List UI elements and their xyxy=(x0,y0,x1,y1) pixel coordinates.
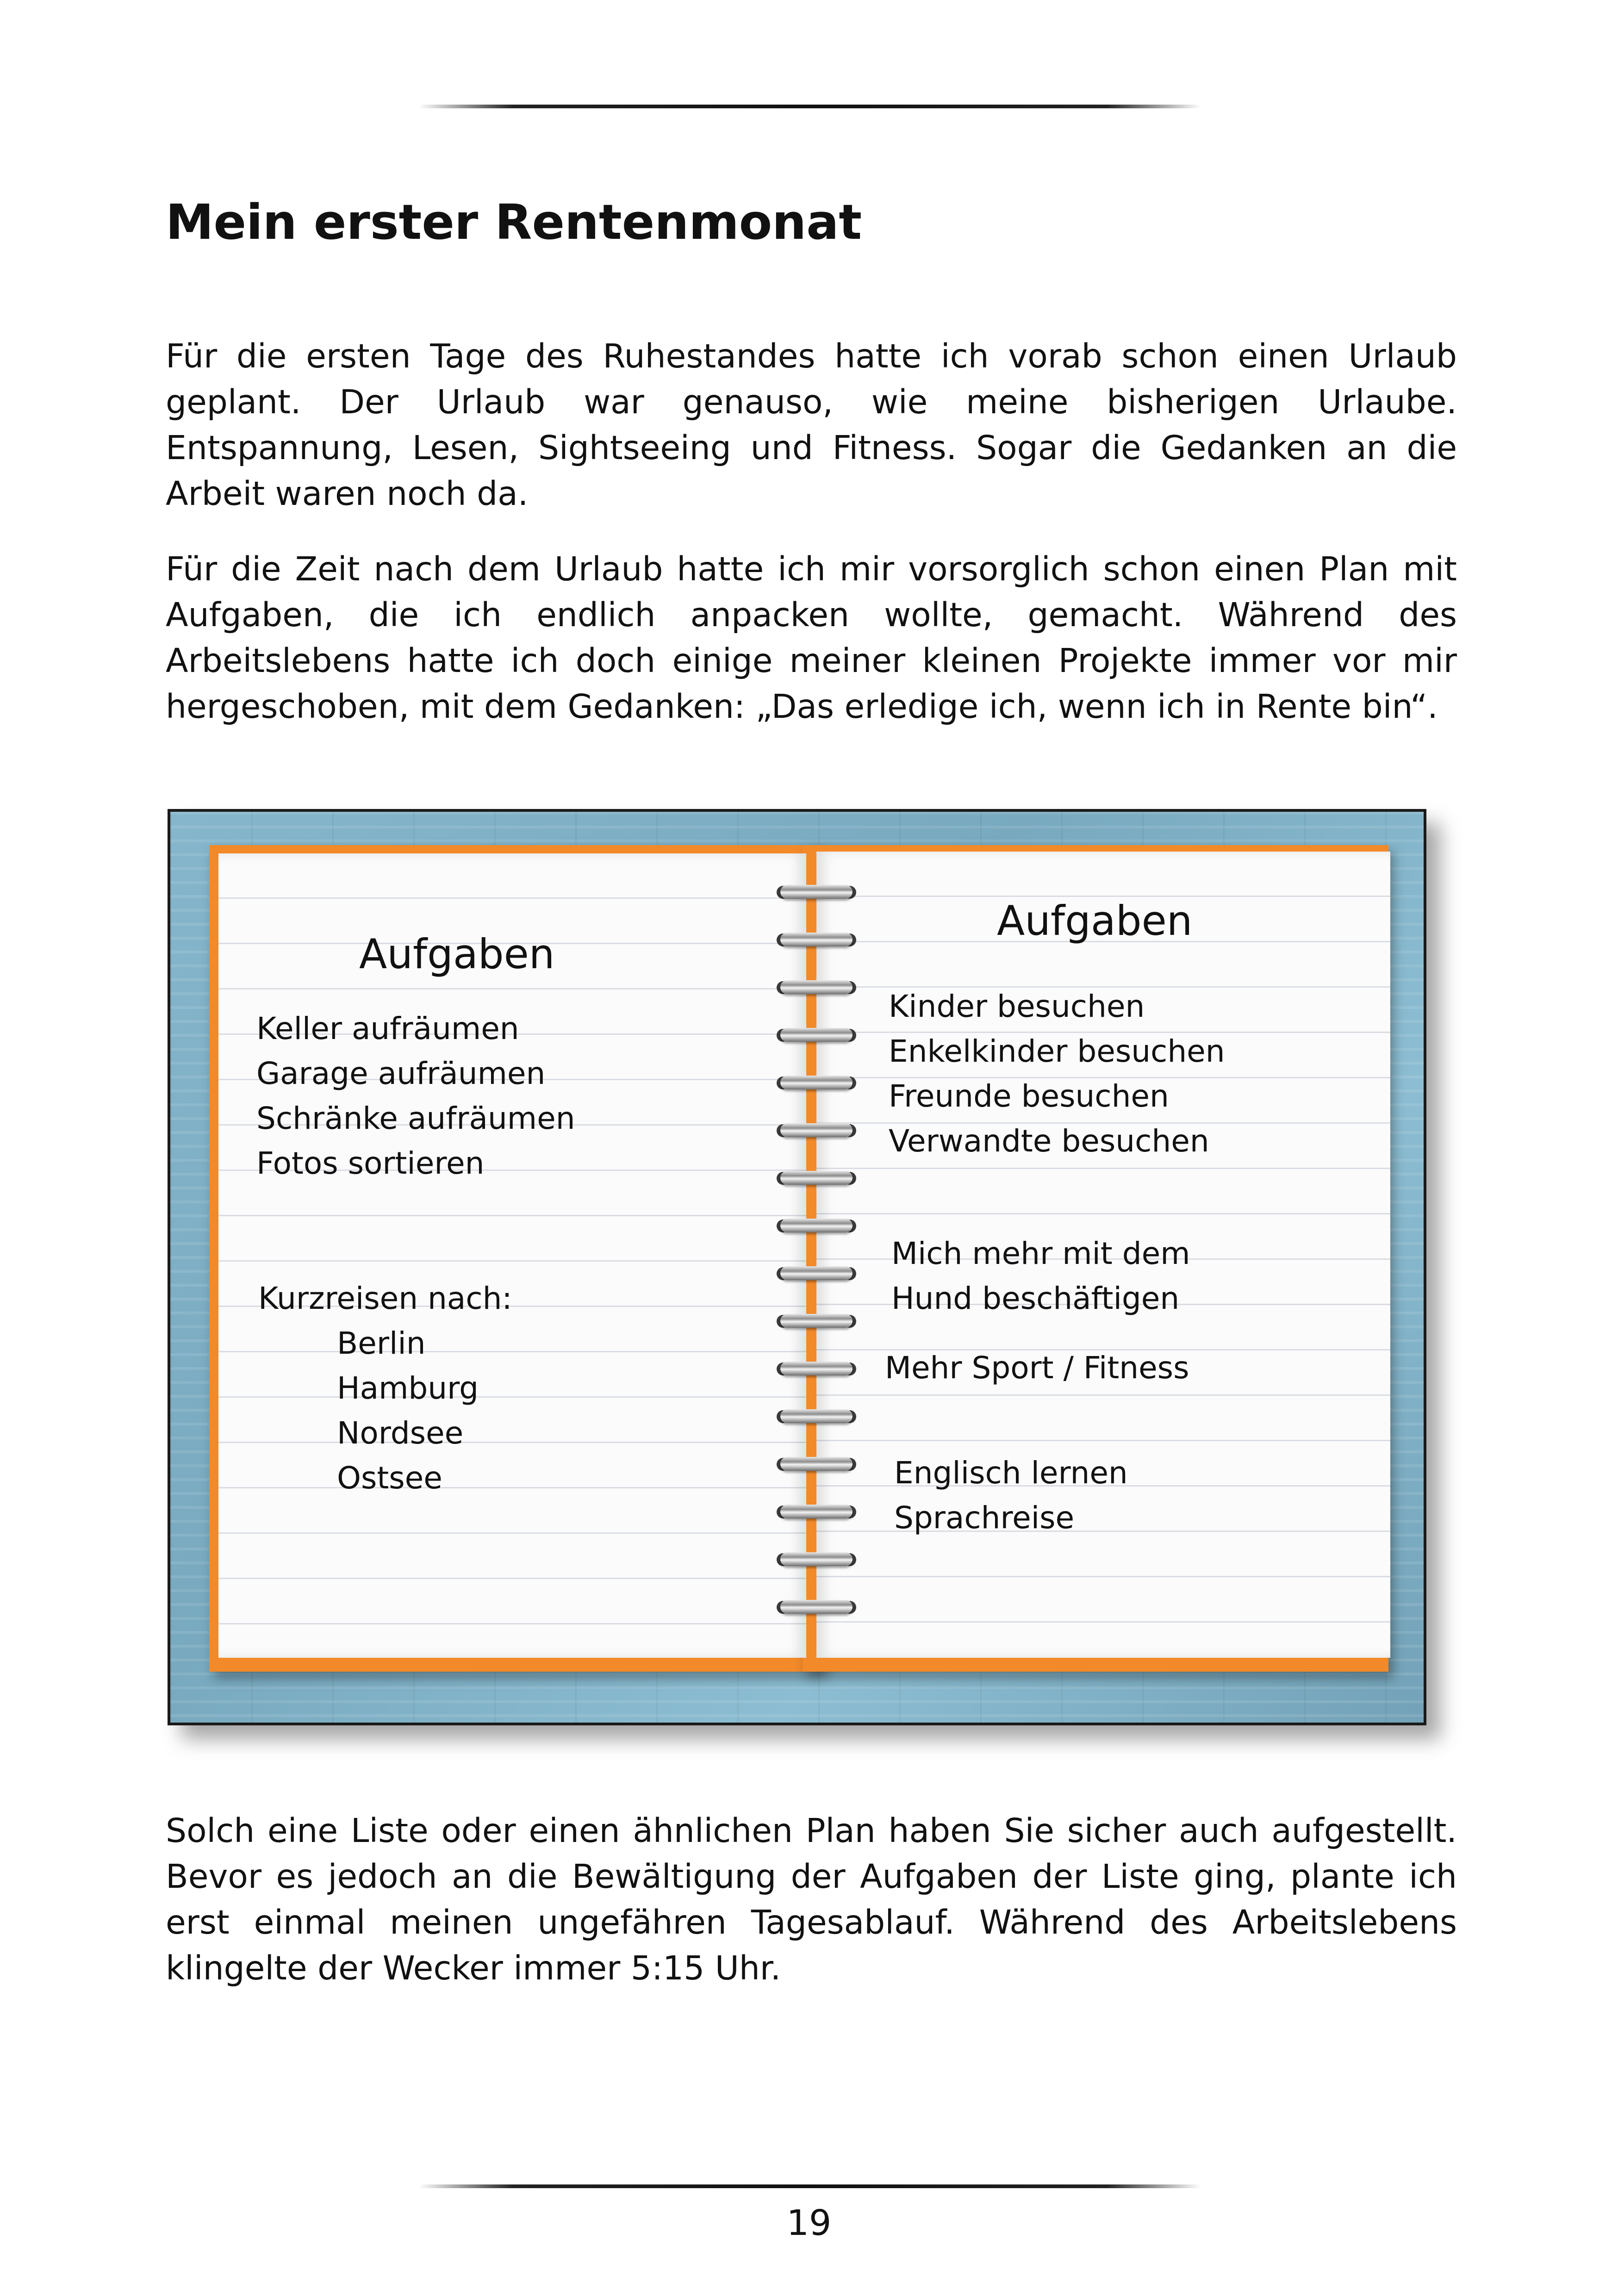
top-divider xyxy=(419,105,1201,108)
notebook-photo xyxy=(168,809,1426,1725)
spiral-ring xyxy=(775,1215,858,1236)
list-item: Nordsee xyxy=(337,1415,464,1451)
list-item: Hamburg xyxy=(337,1370,479,1406)
left-chores-list xyxy=(256,1006,575,1186)
spiral-binding xyxy=(775,881,858,1640)
spiral-ring xyxy=(775,881,858,902)
list-item: Garage aufräumen xyxy=(256,1056,546,1091)
spiral-ring xyxy=(775,929,858,950)
spiral-ring xyxy=(775,1024,858,1045)
spiral-ring xyxy=(775,1120,858,1141)
list-item: Englisch lernen xyxy=(894,1455,1128,1491)
list-item: Verwandte besuchen xyxy=(889,1123,1209,1159)
list-item: Fotos sortieren xyxy=(256,1145,485,1181)
paragraph-3: Solch eine Liste oder einen ähnlichen Plan haben Sie sicher auch aufgestellt. Bevor es jedoch an die Bewältigung der Aufgaben der Liste ging, plante ich erst einmal meinen ungefähren Tagesablauf. Während des Arbeitslebens klingelte der Wecker immer 5:15 Uhr. xyxy=(166,1811,1457,1987)
list-item: Berlin xyxy=(337,1325,426,1361)
spiral-ring xyxy=(775,1167,858,1188)
list-item: Mich mehr mit dem xyxy=(891,1236,1190,1271)
paragraph-1: Für die ersten Tage des Ruhestandes hatte ich vorab schon einen Urlaub geplant. Der Urlaub war genauso, wie meine bisherigen Urlaube. Entspannung, Lesen, Sightseeing und Fitness. Sogar die Gedanken an die Arbeit waren noch da. xyxy=(166,337,1457,513)
spiral-ring xyxy=(775,1358,858,1379)
list-item: Enkelkinder besuchen xyxy=(889,1033,1225,1069)
list-item: Schränke aufräumen xyxy=(256,1101,575,1136)
page-number: 19 xyxy=(786,2202,832,2243)
list-item: Ostsee xyxy=(337,1460,442,1496)
left-page-title: Aufgaben xyxy=(359,930,555,978)
list-item: Sprachreise xyxy=(894,1500,1075,1536)
spiral-ring xyxy=(775,1406,858,1427)
visits-list xyxy=(889,984,1225,1164)
list-item: Freunde besuchen xyxy=(889,1078,1169,1114)
trips-heading: Kurzreisen nach: xyxy=(258,1281,512,1316)
spiral-ring xyxy=(775,1072,858,1093)
sport-item: Mehr Sport / Fitness xyxy=(885,1350,1189,1386)
spiral-ring xyxy=(775,1453,858,1475)
dog-list xyxy=(891,1231,1190,1321)
spiral-ring xyxy=(775,1501,858,1522)
list-item: Hund beschäftigen xyxy=(891,1281,1180,1316)
language-list xyxy=(894,1450,1128,1540)
page-title: Mein erster Rentenmonat xyxy=(166,194,862,250)
trips-list xyxy=(337,1321,479,1500)
list-item: Kinder besuchen xyxy=(889,989,1145,1024)
spiral-ring xyxy=(775,1310,858,1332)
paragraph-2: Für die Zeit nach dem Urlaub hatte ich mir vorsorglich schon einen Plan mit Aufgaben, die ich endlich anpacken wollte, gemacht. Während des Arbeitslebens hatte ich doch einige meiner kleinen Projekte immer vor mir hergeschoben, mit dem Gedanken: „Das erledige ich, wenn ich in Rente bin“. xyxy=(166,550,1457,726)
spiral-ring xyxy=(775,1263,858,1284)
list-item: Keller aufräumen xyxy=(256,1011,519,1046)
spiral-ring xyxy=(775,1596,858,1618)
bottom-divider xyxy=(419,2184,1201,2188)
spiral-ring xyxy=(775,1549,858,1570)
right-page-title: Aufgaben xyxy=(997,897,1193,945)
spiral-ring xyxy=(775,977,858,998)
